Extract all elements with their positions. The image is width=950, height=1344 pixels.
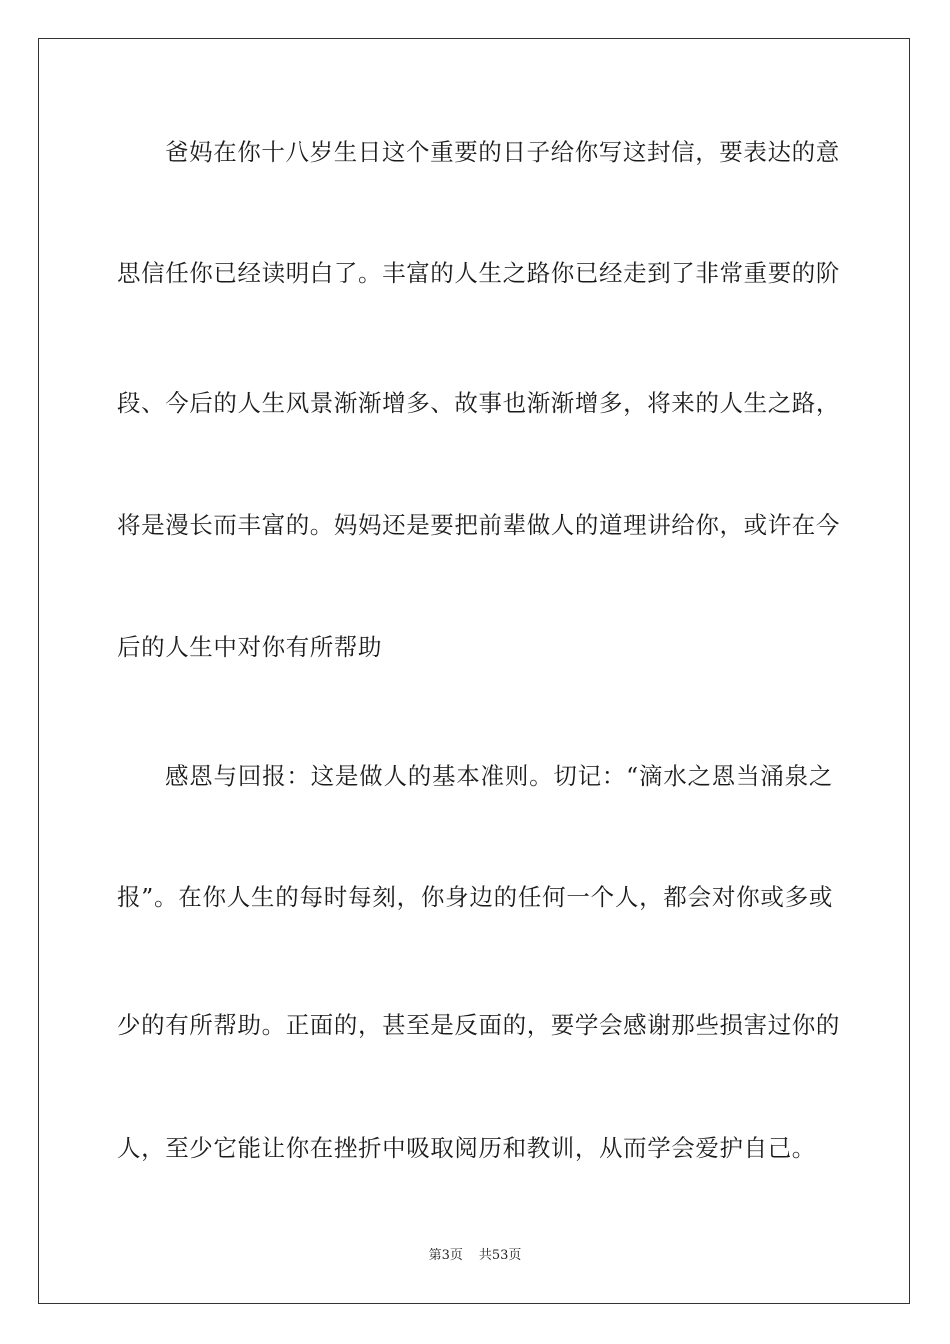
paragraph-1-line-3: 段、今后的人生风景渐渐增多、故事也渐渐增多，将来的人生之路， [117, 389, 840, 417]
page-border [38, 38, 910, 1304]
paragraph-2-line-3: 少的有所帮助。正面的，甚至是反面的，要学会感谢那些损害过你的 [117, 1011, 840, 1039]
paragraph-1-line-1: 爸妈在你十八岁生日这个重要的日子给你写这封信，要表达的意 [165, 138, 840, 166]
total-pages: 共53页 [478, 1248, 522, 1263]
paragraph-1-line-4: 将是漫长而丰富的。妈妈还是要把前辈做人的道理讲给你，或许在今 [117, 511, 840, 539]
page-number: 第3页 [428, 1248, 463, 1263]
paragraph-1-line-2: 思信任你已经读明白了。丰富的人生之路你已经走到了非常重要的阶 [117, 259, 840, 287]
paragraph-1-line-5: 后的人生中对你有所帮助 [117, 633, 383, 661]
paragraph-2-line-2: 报”。在你人生的每时每刻，你身边的任何一个人，都会对你或多或 [117, 883, 833, 911]
paragraph-2-line-1: 感恩与回报：这是做人的基本准则。切记：“滴水之恩当涌泉之 [165, 762, 833, 790]
page-footer [0, 1248, 950, 1264]
paragraph-2-line-4: 人，至少它能让你在挫折中吸取阅历和教训，从而学会爱护自己。 [117, 1134, 816, 1162]
